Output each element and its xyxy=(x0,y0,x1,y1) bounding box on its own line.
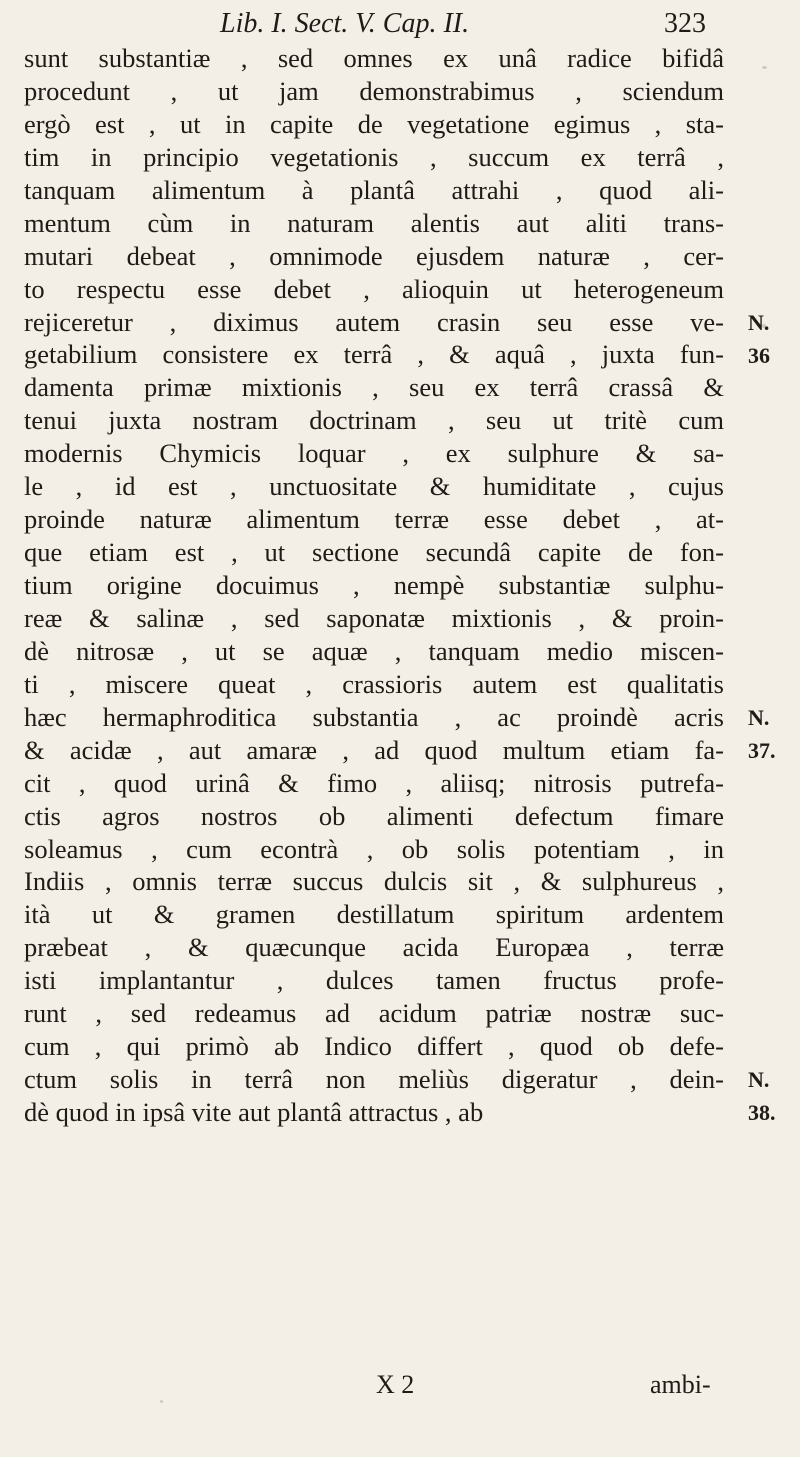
text-line: tenui juxta nostram doctrinam , seu ut tritè cum xyxy=(24,405,724,436)
text-line: dè nitrosæ , ut se aquæ , tanquam medio miscen- xyxy=(24,635,724,666)
text-line: ti , miscere queat , crassioris autem est qualitatis xyxy=(24,668,724,699)
text-line: que etiam est , ut sectione secundâ capite de fon- xyxy=(24,537,724,568)
text-line: modernis Chymicis loquar , ex sulphure & sa- xyxy=(24,438,724,469)
text-line: mutari debeat , omnimode ejusdem naturæ , cer- xyxy=(24,240,724,271)
text-line: tim in principio vegetationis , succum ex terrâ , xyxy=(24,141,724,172)
margin-note: N. xyxy=(748,309,770,335)
paper-speck xyxy=(160,1400,163,1403)
margin-note: 38. xyxy=(748,1100,776,1126)
text-line: mentum cùm in naturam alentis aut aliti trans- xyxy=(24,207,724,238)
text-line: Indiis , omnis terræ succus dulcis sit , & sulphureus , xyxy=(24,866,724,897)
text-line: præbeat , & quæcunque acida Europæa , terræ xyxy=(24,932,724,963)
text-line: runt , sed redeamus ad acidum patriæ nostræ suc- xyxy=(24,998,724,1029)
text-line: procedunt , ut jam demonstrabimus , sciendum xyxy=(24,75,724,106)
text-line: proinde naturæ alimentum terræ esse debet , at- xyxy=(24,504,724,535)
text-line: to respectu esse debet , alioquin ut heterogeneum xyxy=(24,273,724,304)
catchword: ambi- xyxy=(650,1370,711,1399)
body-text xyxy=(24,42,724,1129)
text-line: ctum solis in terrâ non meliùs digeratur , dein- xyxy=(24,1064,724,1095)
text-line: reæ & salinæ , sed saponatæ mixtionis , & proin- xyxy=(24,602,724,633)
signature-mark: X 2 xyxy=(376,1370,415,1399)
text-line: sunt substantiæ , sed omnes ex unâ radice bifidâ xyxy=(24,43,724,73)
margin-note: N. xyxy=(748,1067,770,1093)
text-line: isti implantantur , dulces tamen fructus profe- xyxy=(24,965,724,996)
margin-note: N. xyxy=(748,705,770,730)
text-line: cum , qui primò ab Indico differt , quod ob defe- xyxy=(24,1031,724,1062)
text-line: getabilium consistere ex terrâ , & aquâ , juxta fun- xyxy=(24,339,724,370)
text-line: le , id est , unctuositate & humiditate , cujus xyxy=(24,471,724,502)
page-header xyxy=(0,4,800,40)
text-line: dè quod in ipsâ vite aut plantâ attractus , ab xyxy=(24,1097,484,1127)
text-line: & acidæ , aut amaræ , ad quod multum etiam fa- xyxy=(24,734,724,765)
text-line: soleamus , cum econtrà , ob solis potentiam , in xyxy=(24,833,724,864)
text-line: tium origine docuimus , nempè substantiæ sulphu- xyxy=(24,570,724,600)
text-line: rejiceretur , diximus autem crasin seu esse ve- xyxy=(24,306,724,337)
text-line: ità ut & gramen destillatum spiritum ardentem xyxy=(24,899,724,930)
text-line: hæc hermaphroditica substantia , ac proindè acris xyxy=(24,701,724,732)
margin-note: 37. xyxy=(748,737,776,763)
paper-speck xyxy=(762,66,767,69)
text-line: tanquam alimentum à plantâ attrahi , quod ali- xyxy=(24,174,724,205)
text-line: cit , quod urinâ & fimo , aliisq; nitrosis putrefa- xyxy=(24,767,724,798)
paper-speck xyxy=(762,324,766,328)
text-line: ergò est , ut in capite de vegetatione egimus , sta- xyxy=(24,108,724,139)
margin-note: 36 xyxy=(748,342,770,368)
text-line: damenta primæ mixtionis , seu ex terrâ crassâ & xyxy=(24,372,724,403)
running-head: Lib. I. Sect. V. Cap. II. xyxy=(220,8,470,39)
text-line: ctis agros nostros ob alimenti defectum fimare xyxy=(24,800,724,831)
page-number: 323 xyxy=(664,8,706,39)
